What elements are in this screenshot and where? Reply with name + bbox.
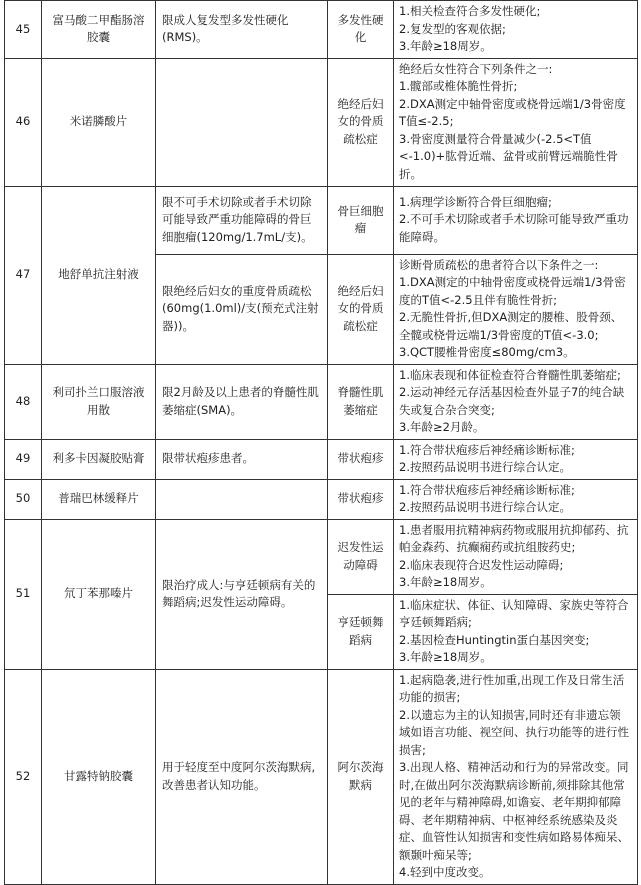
- criteria-line: 4.轻到中度改变。: [399, 865, 491, 879]
- table-row: [5, 58, 638, 186]
- criteria-line: 1.髋部或椎体脆性骨折;: [399, 79, 518, 94]
- criteria-line: 2.以遗忘为主的认知损害,同时还有非遗忘领域如语言功能、视空间、执行功能等的进行性损害;: [399, 707, 629, 757]
- row-number: 48: [5, 364, 42, 439]
- disease-name: 亨廷顿舞蹈病: [328, 594, 394, 669]
- criteria-line: 2.无脆性骨折,但DXA测定的腰椎、股骨颈、全髋或桡骨远端1/3骨密度的T值<-3.0;: [399, 310, 623, 342]
- drug-name: 地舒单抗注射液: [42, 186, 156, 364]
- criteria-line: 2.DXA测定中轴骨密度或桡骨远端1/3骨密度T值≤-2.5;: [399, 96, 626, 129]
- payment-scope: 限绝经后妇女的重度骨质疏松(60mg(1.0ml)/支(预充式注射器))。: [156, 254, 328, 364]
- row-number: 51: [5, 519, 42, 669]
- criteria-cell: [394, 254, 638, 364]
- criteria-cell: [394, 479, 638, 519]
- table-row: [5, 669, 638, 884]
- table-row: [5, 364, 638, 439]
- payment-scope: 限不可手术切除或者手术切除可能导致严重功能障碍的骨巨细胞瘤(120mg/1.7mL/支)。: [156, 186, 328, 254]
- criteria-cell: [394, 439, 638, 479]
- payment-scope: 用于轻度至中度阿尔茨海默病,改善患者认知功能。: [156, 669, 328, 884]
- row-number: 47: [5, 186, 42, 364]
- disease-name: 骨巨细胞瘤: [328, 186, 394, 254]
- criteria-line: 2.运动神经元存活基因检查外显子7的纯合缺失或复合杂合突变;: [399, 385, 625, 417]
- criteria-line: 3.QCT腰椎骨密度≤80mg/cm3。: [399, 345, 575, 359]
- criteria-cell: [394, 519, 638, 594]
- disease-name: 绝经后妇女的骨质疏松症: [328, 58, 394, 186]
- payment-scope: 限成人复发型多发性硬化(RMS)。: [156, 1, 328, 59]
- criteria-line: 2.基因检查Huntingtin蛋白基因突变;: [399, 632, 590, 647]
- criteria-line: 1.相关检查符合多发性硬化;: [399, 4, 541, 18]
- row-number: 49: [5, 439, 42, 479]
- disease-name: 多发性硬化: [328, 1, 394, 59]
- row-number: 52: [5, 669, 42, 884]
- row-number: 46: [5, 58, 42, 186]
- criteria-line: 3.年龄≥18周岁。: [399, 39, 492, 53]
- drug-name: 普瑞巴林缓释片: [42, 479, 156, 519]
- criteria-cell: [394, 669, 638, 884]
- payment-scope: 限治疗成人:与亨廷顿病有关的舞蹈病;迟发性运动障碍。: [156, 519, 328, 669]
- criteria-line: 1.DXA测定的中轴骨密度或桡骨远端1/3骨密度的T值<-2.5且伴有脆性骨折;: [399, 275, 626, 307]
- criteria-cell: [394, 186, 638, 254]
- criteria-cell: [394, 1, 638, 59]
- drug-name: 甘露特钠胶囊: [42, 669, 156, 884]
- row-number: 50: [5, 479, 42, 519]
- table-row: [5, 479, 638, 519]
- table-row: [5, 186, 638, 254]
- disease-name: 脊髓性肌萎缩症: [328, 364, 394, 439]
- criteria-line: 2.不可手术切除或者手术切除可能导致严重功能障碍。: [399, 212, 629, 244]
- payment-scope: [156, 58, 328, 186]
- criteria-line: 诊断骨质疏松的患者符合以下条件之一:: [399, 257, 599, 272]
- disease-name: 带状疱疹: [328, 479, 394, 519]
- drug-name: 氘丁苯那嗪片: [42, 519, 156, 669]
- criteria-line: 1.临床表现和体征检查符合脊髓性肌萎缩症;: [399, 367, 621, 382]
- drug-table: [4, 0, 638, 885]
- criteria-cell: [394, 58, 638, 186]
- disease-name: 带状疱疹: [328, 439, 394, 479]
- criteria-cell: [394, 364, 638, 439]
- criteria-line: 2.临床表现符合迟发性运动障碍;: [399, 557, 564, 572]
- criteria-line: 3.年龄≥18周岁。: [399, 650, 492, 664]
- criteria-line: 3.年龄≥2月龄。: [399, 420, 485, 434]
- disease-name: 绝经后妇女的骨质疏松症: [328, 254, 394, 364]
- payment-scope: 限2月龄及以上患者的脊髓性肌萎缩症(SMA)。: [156, 364, 328, 439]
- row-number: 45: [5, 1, 42, 59]
- criteria-line: 1.患者服用抗精神病药物或服用抗抑郁药、抗帕金森药、抗癫痫药或抗组胺药史;: [399, 522, 629, 554]
- table-row: [5, 1, 638, 59]
- criteria-line: 1.临床症状、体征、认知障碍、家族史等符合亨廷顿舞蹈病;: [399, 597, 629, 629]
- criteria-line: 3.出现人格、精神活动和行为的异常改变。同时,在做出阿尔茨海默病诊断前,须排除其他常见的老年与精神障碍,如谵妄、老年期抑郁障碍、老年期精神病、中枢神经系统感染及炎症、血管性认知损害和变性病如路易体痴呆、额颞叶痴呆等;: [399, 760, 629, 862]
- criteria-line: 2.复发型的客观依据;: [399, 21, 506, 36]
- criteria-line: 1.起病隐袭,进行性加重,出现工作及日常生活功能的损害;: [399, 672, 625, 704]
- criteria-line: 绝经后女性符合下列条件之一:: [399, 61, 553, 76]
- criteria-line: 1.符合带状疱疹后神经痛诊断标准;: [399, 442, 575, 457]
- payment-scope: [156, 479, 328, 519]
- criteria-line: 2.按照药品说明书进行综合认定。: [399, 500, 571, 514]
- criteria-line: 2.按照药品说明书进行综合认定。: [399, 460, 571, 474]
- drug-name: 富马酸二甲酯肠溶胶囊: [42, 1, 156, 59]
- criteria-cell: [394, 594, 638, 669]
- drug-name: 利多卡因凝胶贴膏: [42, 439, 156, 479]
- payment-scope: 限带状疱疹患者。: [156, 439, 328, 479]
- disease-name: 迟发性运动障碍: [328, 519, 394, 594]
- table-row: [5, 519, 638, 594]
- drug-name: 利司扑兰口服溶液用散: [42, 364, 156, 439]
- disease-name: 阿尔茨海默病: [328, 669, 394, 884]
- criteria-line: 3.年龄≥18周岁。: [399, 575, 492, 589]
- table-row: [5, 439, 638, 479]
- criteria-line: 3.骨密度测量符合骨量减少(-2.5<T值<-1.0)+肱骨近端、盆骨或前臂远端脆性骨折。: [399, 131, 618, 181]
- drug-name: 米诺膦酸片: [42, 58, 156, 186]
- criteria-line: 1.符合带状疱疹后神经痛诊断标准;: [399, 482, 575, 497]
- criteria-line: 1.病理学诊断符合骨巨细胞瘤;: [399, 194, 552, 209]
